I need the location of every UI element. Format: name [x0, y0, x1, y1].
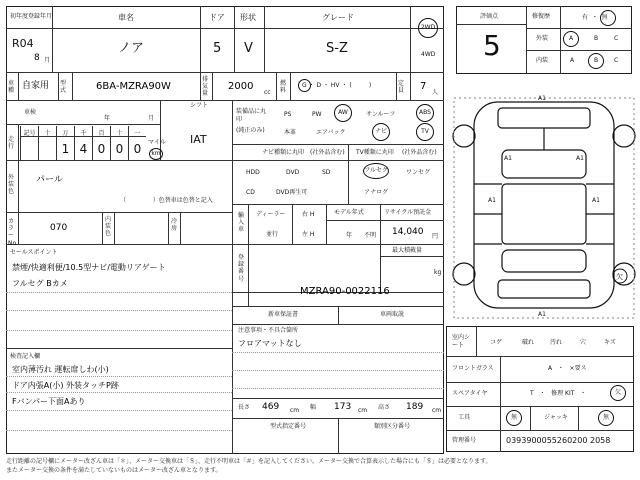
recycle-label: リサイクル預託金 [384, 209, 432, 216]
footer-line-2: またメーター交換の条件を満たしていないものはメーター改ざん車となります。 [6, 467, 222, 474]
equip-abs: ABS [419, 109, 431, 116]
jack-value-circle [598, 410, 614, 426]
displacement-value: 2000 [228, 81, 254, 92]
model-name: ノア [118, 41, 145, 56]
import-left: 左 H [302, 231, 315, 238]
tv-label: TV種類に丸印 [356, 149, 394, 156]
color-note: （ ）色替車は色替と記入 [120, 197, 213, 204]
spare-tire-label: スペアタイヤ [452, 390, 488, 397]
interior-a: A [570, 57, 575, 64]
navi-hdd: HDD [246, 169, 260, 176]
color-code-value: 070 [50, 223, 68, 233]
mileage-digit: 0 [97, 142, 106, 156]
model-name-label: 車名 [118, 13, 134, 22]
navi-sd: SD [322, 169, 331, 176]
doors-value: 5 [213, 41, 222, 56]
import-dealer: ディーラー [256, 211, 286, 218]
import-parallel: 並行 [266, 231, 279, 238]
fuel-label: 燃料 [280, 80, 287, 95]
tools-value: 無 [510, 414, 517, 421]
color-label: 外装色 [8, 174, 15, 196]
shape-label: 形状 [240, 13, 256, 22]
height-label: 高さ [378, 404, 391, 411]
score-value: 5 [483, 29, 501, 62]
notice-label: 注意事項・不具合箇所 [238, 327, 299, 334]
notice-line-1: フロアマットなし [238, 339, 302, 348]
tv-analog: アナログ [364, 189, 389, 196]
mileage-digit: 0 [133, 142, 142, 156]
equip-tv-circle [416, 123, 434, 141]
width-value: 173 [334, 402, 352, 412]
equip-airbag: エアバック [316, 129, 346, 136]
repair-label: 修復歴 [532, 13, 551, 20]
equip-pw: PW [312, 111, 322, 118]
drive-4wd: 4WD [421, 51, 436, 58]
drive-2wd: 2WD [420, 24, 436, 31]
equip-sunroof: サンルーフ [366, 111, 396, 118]
model-year-unknown: 不明 [364, 232, 377, 239]
fuel-options: G ・ D ・ HV ・ ( ) [302, 82, 372, 89]
cc-unit: cc [264, 89, 271, 96]
kg-unit: kg [434, 269, 442, 276]
sheet-item-stain: 汚れ [550, 339, 563, 346]
sheet-item-burn: コゲ [490, 339, 503, 346]
import-right: 右 H [302, 211, 315, 218]
navi-dvd: DVD [286, 169, 300, 176]
selling-point-line-2: フルセグ Bカメ [12, 279, 68, 288]
doors-label: ドア [209, 13, 225, 22]
exterior-a: A [568, 35, 574, 42]
import-label: 輸入車 [238, 212, 245, 234]
equip-leather: 本革 [284, 129, 297, 136]
interior-color-label: 内装色 [105, 216, 112, 238]
mileage-digit-cell [56, 126, 74, 160]
color-code-label: カラー No. [8, 218, 18, 247]
diagram-mark-6: A1 [538, 311, 546, 318]
interior-label: 内装 [536, 57, 549, 64]
jack-label: ジャッキ [544, 414, 568, 421]
mileage-digit-cell [74, 126, 92, 160]
inspection-month: 月 [148, 115, 155, 122]
mileage-digit-cell [110, 126, 128, 160]
person-unit: 人 [432, 89, 439, 96]
warranty-new-car: 新車保証書 [268, 311, 299, 318]
length-unit: cm [290, 407, 300, 414]
first-reg-month: 8 [34, 53, 40, 63]
control-no-value: 0393900055260200 2058 [506, 436, 611, 445]
interior-sheet-label: 室内シート [452, 334, 471, 350]
repair-options: 有 ・ 無 [582, 14, 608, 21]
max-load-label: 最大積載量 [392, 247, 423, 254]
chassis-value: MZRA90-0022116 [300, 286, 390, 297]
mileage-digit-cell [38, 126, 56, 160]
mileage-digit-label: 万 [62, 130, 69, 137]
exterior-a-circle [563, 31, 579, 47]
tools-label: 工具 [458, 414, 471, 421]
displacement-label: 排気量 [202, 76, 209, 98]
navi-label: ナビ種類に丸印 [262, 149, 305, 156]
mileage-label: 走行 [8, 136, 15, 151]
mile-unit: マイル [148, 139, 166, 146]
length-value: 469 [262, 402, 280, 412]
inspection-year: 年 [104, 115, 111, 122]
sheet-item-tear: 破れ [522, 339, 535, 346]
tools-value-circle [506, 410, 522, 426]
first-reg-era: R04 [12, 37, 34, 50]
inspector-notes-label: 検査記入欄 [10, 353, 41, 360]
mileage-digit-cell [20, 126, 38, 160]
diagram-mark-1: A1 [538, 95, 546, 102]
color-value: パール [36, 175, 63, 185]
shift-label: シフト [190, 102, 209, 109]
month-unit: 月 [44, 57, 51, 64]
km-unit-circle [149, 148, 163, 160]
tv-fullseg: フルセグ [364, 167, 388, 174]
model-type-label: 型式 [60, 80, 67, 95]
equip-ps: PS [284, 111, 292, 118]
model-year-label: モデル年式 [334, 209, 364, 216]
equip-aw-circle [334, 104, 352, 122]
class-label: 類別区分番号 [374, 423, 411, 430]
navi-sublabel: (社外品含む) [310, 149, 345, 156]
length-label: 長さ [238, 404, 251, 411]
mileage-digit-label: 十 [116, 130, 123, 137]
tv-fullseg-circle [363, 163, 389, 179]
selling-points-label: セールスポイント [10, 249, 58, 256]
inspector-note-line-2: ドア内張A(小) 外装タッチP跡 [12, 381, 119, 390]
glass-label: フロントガラス [452, 365, 494, 372]
selling-point-line-1: 禁煙/快適利便/10.5型ナビ/電動リアゲート [12, 263, 166, 272]
interior-b: B [593, 57, 599, 64]
mileage-digit-label: 十 [44, 130, 51, 137]
diagram-mark-2: A1 [504, 155, 512, 162]
inspector-note-line-1: 室内薄汚れ 運転席しわ(小) [12, 365, 109, 374]
exterior-c: C [614, 35, 619, 42]
drive-2wd-circle [418, 18, 438, 38]
sheet-item-scratch: キズ [604, 339, 616, 346]
mileage-digit-label: 百 [98, 130, 105, 137]
height-unit: cm [432, 407, 442, 414]
km-unit: km [151, 150, 161, 157]
interior-b-circle [588, 53, 604, 69]
yen-unit: 円 [432, 233, 439, 240]
category-label: 車種 [8, 80, 15, 95]
equipment-label: 装備品に丸印 [236, 108, 267, 123]
first-reg-label: 初年度登録年月 [10, 13, 53, 20]
equip-navi: ナビ [374, 128, 387, 135]
score-label: 評価点 [480, 13, 499, 20]
mileage-digit-label: 記号 [23, 130, 36, 137]
capacity-label: 定員 [398, 80, 405, 95]
model-type-value: 6BA-MZRA90W [96, 81, 171, 92]
width-label: 幅 [310, 404, 317, 411]
ac-label: 冷房 [171, 218, 178, 233]
diagram-mark-4: A1 [488, 197, 496, 204]
equip-navi-circle [372, 123, 390, 141]
equip-abs-circle [416, 104, 434, 122]
equipment-sublabel: (純正のみ) [236, 127, 265, 134]
navi-dvd-play: DVD再生可 [276, 189, 308, 196]
diagram-mark-3: A1 [576, 155, 584, 162]
mileage-digit-cell [128, 126, 146, 160]
recycle-value: 14,040 [392, 227, 424, 237]
navi-cd: CD [246, 189, 255, 196]
registration-label: 登録番号 [238, 254, 245, 283]
grade-value: S-Z [326, 41, 348, 56]
diagram-mark-5: A1 [592, 197, 600, 204]
glass-options: A ・ ×要ス [548, 365, 587, 372]
tv-sublabel: (社外品含む) [402, 149, 437, 156]
warranty-manual: 車両取説 [380, 311, 405, 318]
type-designation-label: 型式指定番号 [270, 423, 307, 430]
jack-value: 無 [602, 414, 609, 421]
spare-tire-selected-circle [610, 385, 626, 401]
control-no-label: 管理番号 [452, 437, 477, 444]
capacity-value: 7 [420, 81, 427, 92]
shape-value: V [244, 41, 253, 56]
interior-c: C [614, 57, 619, 64]
shift-value: IAT [190, 133, 207, 146]
mileage-digit-cell [92, 126, 110, 160]
width-unit: cm [358, 407, 368, 414]
inspector-note-line-3: Fバンパー下面Aあり [12, 397, 86, 406]
mileage-digit-label: 千 [80, 130, 87, 137]
model-year-suffix: 年 [346, 232, 353, 239]
mileage-digit: 0 [115, 142, 124, 156]
diagram-sticker-mark: 欠 [616, 273, 623, 281]
grade-label: グレード [322, 13, 354, 22]
sheet-item-hole: 穴 [580, 339, 587, 346]
mileage-digit: 4 [79, 142, 88, 156]
mileage-digit: 1 [61, 142, 70, 156]
inspection-label: 車検 [24, 109, 37, 116]
footer-note [6, 457, 634, 475]
car-damage-diagram [452, 84, 636, 320]
category-value: 自家用 [22, 81, 50, 91]
footer-line-1: 走行距離の記号欄にメーター改ざん車は「＊」、メーター交換車は「＄」、走行不明車は「＃」を記入してください。メーター交換で合算表示した場合にも「＄」は必要となります。 [6, 458, 492, 465]
exterior-b: B [594, 35, 599, 42]
exterior-label: 外装 [536, 35, 549, 42]
tv-oneseg: ワンセグ [406, 169, 431, 176]
height-value: 189 [406, 402, 424, 412]
mileage-digit-label: 一 [134, 130, 141, 137]
equip-tv: TV [421, 128, 429, 135]
equip-aw: AW [338, 109, 348, 116]
spare-tire-options: T ・ 修理 KIT ・ [530, 390, 587, 397]
spare-tire-selected: 欠 [614, 389, 621, 396]
mileage-digits [20, 126, 146, 160]
